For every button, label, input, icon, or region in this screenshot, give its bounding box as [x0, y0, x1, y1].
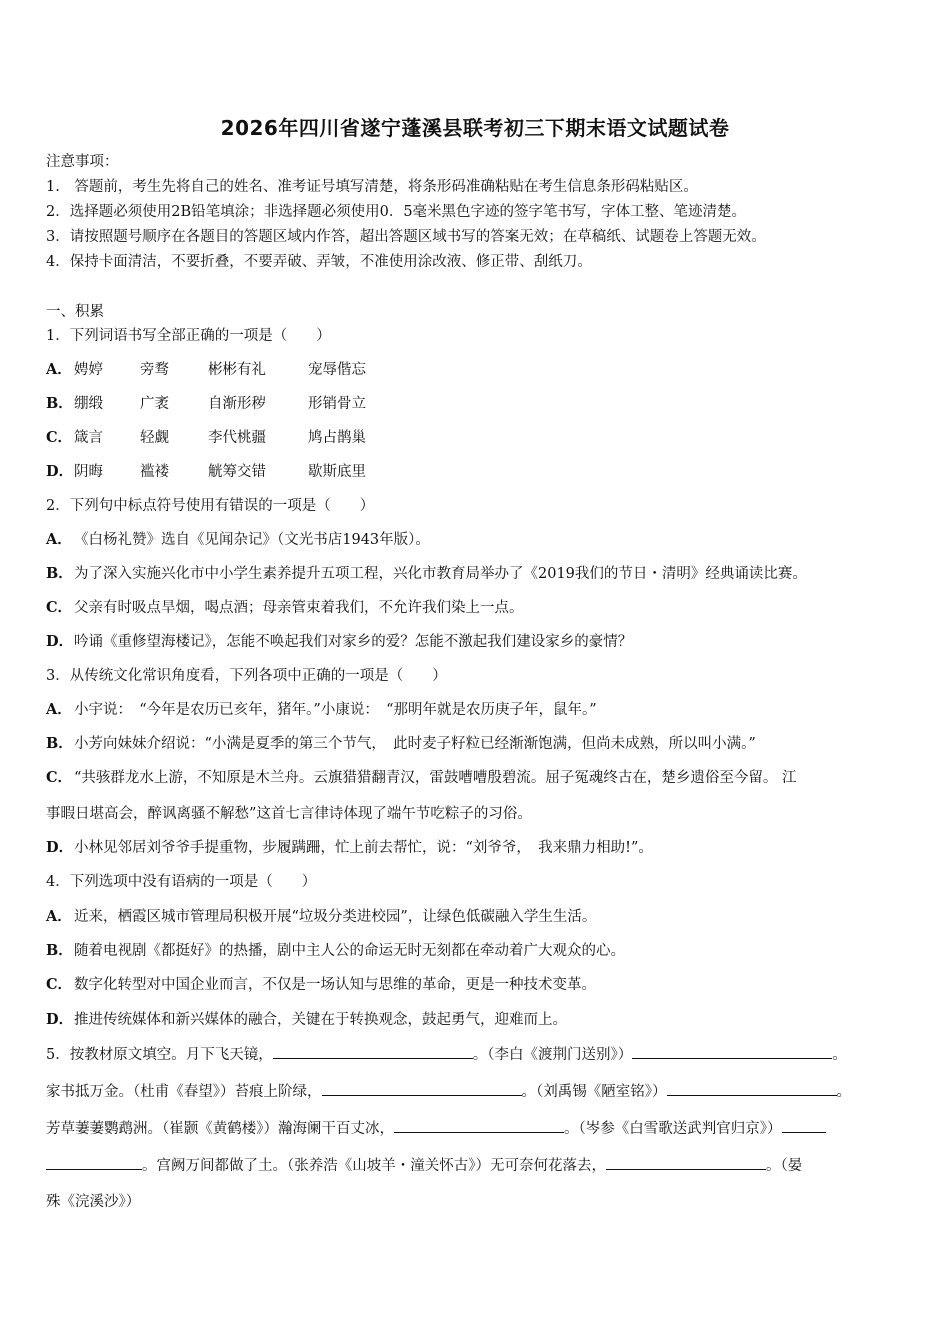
question-1-option-b [46, 394, 906, 414]
option-label: A． [46, 908, 72, 925]
notice-item: 2．选择题必须使用2B铅笔填涂；非选择题必须使用0．5毫米黑色字迹的签字笔书写，字体工整、笔迹清楚。 [46, 204, 747, 220]
question-2-option-d [46, 632, 906, 652]
question-3-option-c [46, 768, 906, 788]
option-label: B． [46, 565, 73, 582]
option-label: D． [46, 1011, 74, 1028]
question-1-option-a [46, 360, 906, 380]
option-label: B． [46, 942, 73, 959]
option-word: 歇斯底里 [308, 464, 366, 480]
answer-blank[interactable] [46, 1155, 142, 1170]
fill-text: 。宫阙万间都做了土。（张养浩《山坡羊・潼关怀古》）无可奈何花落去， [142, 1158, 606, 1174]
question-2-stem: 2．下列句中标点符号使用有错误的一项是（ ） [46, 498, 375, 514]
question-5-line-2 [46, 1081, 906, 1102]
option-text: 近来，栖霞区城市管理局积极开展“垃圾分类进校园”，让绿色低碳融入学生生活。 [74, 909, 597, 925]
answer-blank[interactable] [667, 1081, 837, 1096]
option-word: 形销骨立 [308, 396, 366, 412]
question-3-option-d [46, 838, 906, 858]
option-label: C． [46, 769, 73, 786]
fill-text: 。 [836, 1084, 851, 1100]
answer-blank[interactable] [322, 1081, 522, 1096]
fill-text: 。（岑参《白雪歌送武判官归京》） [564, 1121, 782, 1137]
option-label: B． [46, 735, 73, 752]
option-word: 绷缎 [74, 396, 103, 412]
option-word: 广袤 [140, 396, 169, 412]
option-label: D． [46, 633, 74, 650]
option-word: 褴褛 [140, 464, 169, 480]
fill-text: 。（刘禹锡《陋室铭》） [521, 1084, 667, 1100]
option-word: 箴言 [74, 430, 103, 446]
question-1-option-c [46, 428, 906, 448]
option-label: A． [46, 531, 72, 548]
option-text: 《白杨礼赞》选自《见闻杂记》（文光书店1943年版）。 [74, 532, 430, 548]
option-word: 鸠占鹊巢 [308, 430, 366, 446]
option-text: “共骇群龙水上游，不知原是木兰舟。云旗猎猎翻青汉，雷鼓嘈嘈殷碧流。屈子冤魂终古在，楚乡遗俗至今留。 江 [74, 770, 797, 786]
option-label: C． [46, 429, 73, 446]
notice-item: 1. 答题前，考生先将自己的姓名、准考证号填写清楚，将条形码准确粘贴在考生信息条形码粘贴区。 [46, 179, 698, 195]
question-4-option-a [46, 907, 906, 927]
option-word: 阴晦 [74, 464, 103, 480]
fill-text: 家书抵万金。（杜甫《春望》）苔痕上阶绿， [46, 1084, 322, 1100]
question-4-option-d [46, 1010, 906, 1030]
question-5-line-3 [46, 1118, 906, 1139]
option-label: A． [46, 361, 72, 378]
option-text: 父亲有时吸点旱烟，喝点酒；母亲管束着我们，不允许我们染上一点。 [74, 600, 524, 616]
answer-blank[interactable] [394, 1118, 564, 1133]
question-5-line-1 [46, 1044, 906, 1065]
question-2-option-b [46, 564, 906, 584]
option-label: A． [46, 701, 72, 718]
option-word: 娉婷 [74, 362, 103, 378]
option-text: 小林见邻居刘爷爷手提重物，步履蹒跚，忙上前去帮忙，说：“刘爷爷， 我来鼎力相助!”。 [74, 840, 653, 856]
option-text: 小芳向妹妹介绍说：“小满是夏季的第三个节气， 此时麦子籽粒已经渐渐饱满，但尚未成熟，所以叫小满。” [74, 736, 756, 752]
option-text: 推进传统媒体和新兴媒体的融合，关键在于转换观念，鼓起勇气，迎难而上。 [74, 1012, 567, 1028]
fill-text: 。（晏 [766, 1158, 803, 1174]
option-word: 轻觑 [140, 430, 169, 446]
fill-text: 5．按教材原文填空。月下飞天镜， [46, 1047, 273, 1063]
option-text: 随着电视剧《都挺好》的热播，剧中主人公的命运无时无刻都在牵动着广大观众的心。 [74, 943, 625, 959]
question-5-line-5: 殊《浣溪沙》） [46, 1194, 141, 1210]
question-2-option-c [46, 598, 906, 618]
option-text: 数字化转型对中国企业而言，不仅是一场认知与思维的革命，更是一种技术变革。 [74, 977, 596, 993]
notice-item: 3．请按照题号顺序在各题目的答题区域内作答，超出答题区域书写的答案无效；在草稿纸、试题卷上答题无效。 [46, 229, 766, 245]
section-heading: 一、积累 [46, 304, 104, 320]
question-3-option-c-continued: 事暇日堪高会，醉讽离骚不解愁”这首七言律诗体现了端午节吃粽子的习俗。 [46, 806, 532, 822]
option-word: 宠辱偕忘 [308, 362, 366, 378]
question-1-option-d [46, 462, 906, 482]
notice-heading: 注意事项： [46, 154, 119, 170]
option-text: 吟诵《重修望海楼记》，怎能不唤起我们对家乡的爱？怎能不激起我们建设家乡的豪情？ [74, 634, 633, 650]
answer-blank[interactable] [632, 1044, 832, 1059]
option-text: 为了深入实施兴化市中小学生素养提升五项工程，兴化市教育局举办了《2019我们的节日・清明》经典诵读比赛。 [74, 566, 807, 582]
option-word: 彬彬有礼 [208, 362, 266, 378]
notice-item: 4．保持卡面清洁，不要折叠，不要弄破、弄皱，不准使用涂改液、修正带、刮纸刀。 [46, 254, 592, 270]
question-4-stem: 4．下列选项中没有语病的一项是（ ） [46, 874, 317, 890]
option-label: C． [46, 599, 73, 616]
option-word: 李代桃疆 [208, 430, 266, 446]
answer-blank[interactable] [606, 1155, 766, 1170]
option-word: 觥筹交错 [208, 464, 266, 480]
question-3-option-a [46, 700, 906, 720]
question-4-option-b [46, 941, 906, 961]
option-label: C． [46, 976, 73, 993]
option-label: D． [46, 839, 74, 856]
question-5-line-4 [46, 1155, 906, 1176]
option-label: D． [46, 463, 74, 480]
question-3-stem: 3．从传统文化常识角度看，下列各项中正确的一项是（ ） [46, 668, 447, 684]
fill-text: 。（李白《渡荆门送别》） [472, 1047, 633, 1063]
question-3-option-b [46, 734, 906, 754]
exam-title: 2026年四川省遂宁蓬溪县联考初三下期末语文试题试卷 [220, 116, 730, 140]
question-2-option-a [46, 530, 906, 550]
question-1-stem: 1．下列词语书写全部正确的一项是（ ） [46, 328, 331, 344]
option-word: 旁骛 [140, 362, 169, 378]
fill-text: 。 [832, 1047, 847, 1063]
question-4-option-c [46, 975, 906, 995]
option-text: 小宇说： “今年是农历已亥年，猪年。”小康说： “那明年就是农历庚子年，鼠年。” [74, 702, 597, 718]
option-label: B． [46, 395, 73, 412]
answer-blank[interactable] [273, 1044, 473, 1059]
option-word: 自渐形秽 [208, 396, 266, 412]
answer-blank[interactable] [782, 1118, 826, 1133]
fill-text: 芳草萋萋鹦鹉洲。（崔颢《黄鹤楼》）瀚海阑干百丈冰， [46, 1121, 394, 1137]
